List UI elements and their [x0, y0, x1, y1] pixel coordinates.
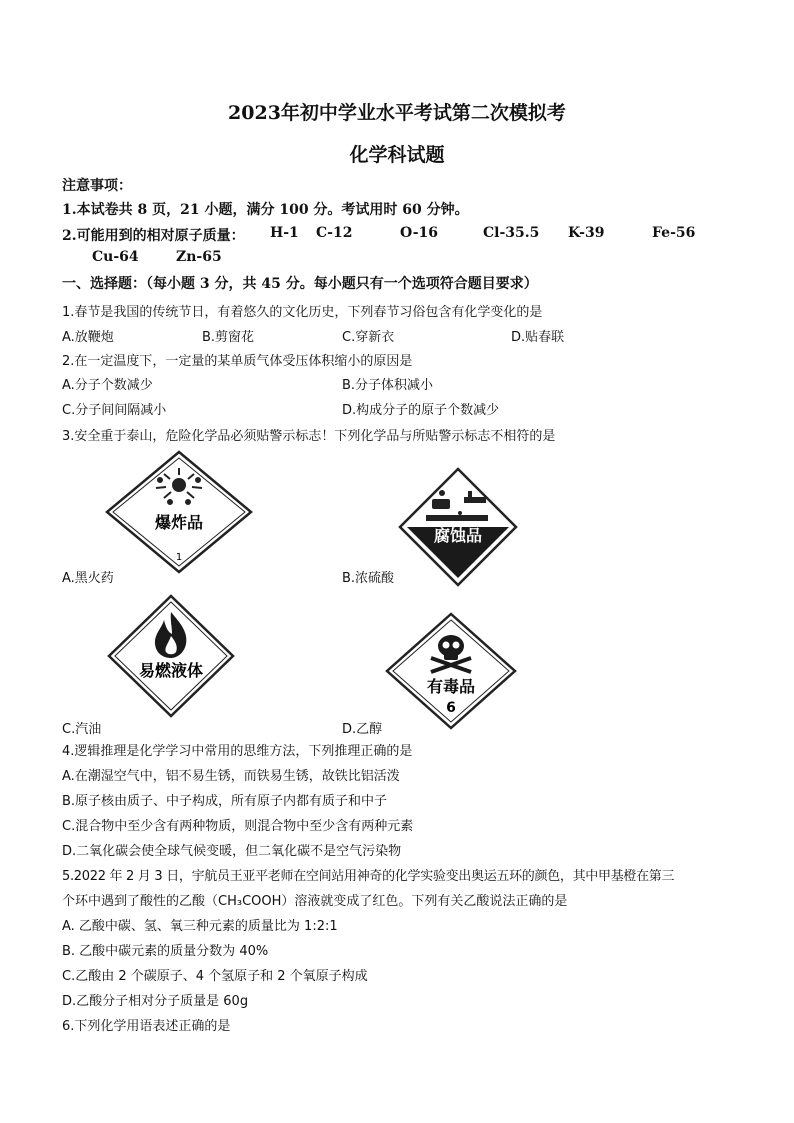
q6-stem: 6.下列化学用语表述正确的是	[62, 1019, 231, 1034]
corrosive-label: 腐蚀品	[433, 526, 483, 545]
q3-option-d: D.乙醇	[342, 722, 383, 737]
mass-h: H-1	[270, 225, 299, 241]
mass-o: O-16	[400, 225, 439, 241]
q2-stem: 2.在一定温度下，一定量的某单质气体受压体积缩小的原因是	[62, 354, 413, 369]
q1-option-a: A.放鞭炮	[62, 330, 114, 345]
q5-stem-line1: 5.2022 年 2 月 3 日，宇航员王亚平老师在空间站用神奇的化学实验变出奥运五环的颜色，其中甲基橙在第三	[62, 869, 675, 884]
q5-option-c: C.乙酸由 2 个碳原子、4 个氢原子和 2 个氧原子构成	[62, 969, 368, 984]
q5-option-d: D.乙酸分子相对分子质量是 60g	[62, 994, 249, 1009]
q3-option-c: C.汽油	[62, 722, 102, 737]
q5-stem-line2: 个环中遇到了酸性的乙酸（CH₃COOH）溶液就变成了红色。下列有关乙酸说法正确的是	[62, 894, 568, 909]
mass-k: K-39	[568, 225, 605, 241]
toxic-sign	[385, 612, 517, 730]
q4-option-a: A.在潮湿空气中，铝不易生锈，而铁易生锈，故铁比铝活泼	[62, 769, 400, 784]
explosive-label: 爆炸品	[154, 513, 204, 532]
page-title: 2023年初中学业水平考试第二次模拟考	[228, 102, 566, 124]
notes-item-2-label: 2.可能用到的相对原子质量：	[62, 228, 245, 244]
q2-option-d: D.构成分子的原子个数减少	[342, 403, 500, 418]
q3-option-b: B.浓硫酸	[342, 571, 395, 586]
explosive-sign	[104, 450, 254, 575]
q2-option-c: C.分子间间隔减小	[62, 403, 167, 418]
q1-stem: 1.春节是我国的传统节日，有着悠久的文化历史，下列春节习俗包含有化学变化的是	[62, 305, 543, 320]
q2-option-b: B.分子体积减小	[342, 378, 434, 393]
toxic-number: 6	[446, 700, 456, 716]
q3-stem: 3.安全重于泰山，危险化学品必须贴警示标志！下列化学品与所贴警示标志不相符的是	[62, 429, 556, 444]
mass-fe: Fe-56	[652, 225, 696, 241]
page-subtitle: 化学科试题	[349, 144, 445, 166]
q4-option-b: B.原子核由质子、中子构成，所有原子内都有质子和中子	[62, 794, 388, 809]
q5-option-a: A. 乙酸中碳、氢、氧三种元素的质量比为 1:2:1	[62, 919, 338, 934]
flammable-sign	[106, 594, 236, 719]
mass-cl: Cl-35.5	[483, 225, 540, 241]
explosive-number: 1	[175, 552, 183, 563]
mass-cu: Cu-64	[92, 249, 139, 265]
notes-item-1: 1.本试卷共 8 页，21 小题，满分 100 分。考试用时 60 分钟。	[62, 202, 469, 218]
mass-zn: Zn-65	[176, 249, 222, 265]
q1-option-d: D.贴春联	[511, 330, 565, 345]
q4-option-c: C.混合物中至少含有两种物质，则混合物中至少含有两种元素	[62, 819, 414, 834]
mass-c: C-12	[316, 225, 353, 241]
q5-option-b: B. 乙酸中碳元素的质量分数为 40%	[62, 944, 269, 959]
q1-option-c: C.穿新衣	[342, 330, 395, 345]
flammable-label: 易燃液体	[138, 661, 204, 680]
notes-heading: 注意事项：	[62, 178, 132, 194]
q4-option-d: D.二氧化碳会使全球气候变暖，但二氧化碳不是空气污染物	[62, 844, 402, 859]
section-heading: 一、选择题：（每小题 3 分，共 45 分。每小题只有一个选项符合题目要求）	[62, 276, 538, 292]
q2-option-a: A.分子个数减少	[62, 378, 153, 393]
toxic-label: 有毒品	[426, 677, 476, 696]
corrosive-sign	[398, 467, 518, 587]
q3-option-a: A.黑火药	[62, 571, 114, 586]
q4-stem: 4.逻辑推理是化学学习中常用的思维方法，下列推理正确的是	[62, 744, 413, 759]
q1-option-b: B.剪窗花	[202, 330, 255, 345]
